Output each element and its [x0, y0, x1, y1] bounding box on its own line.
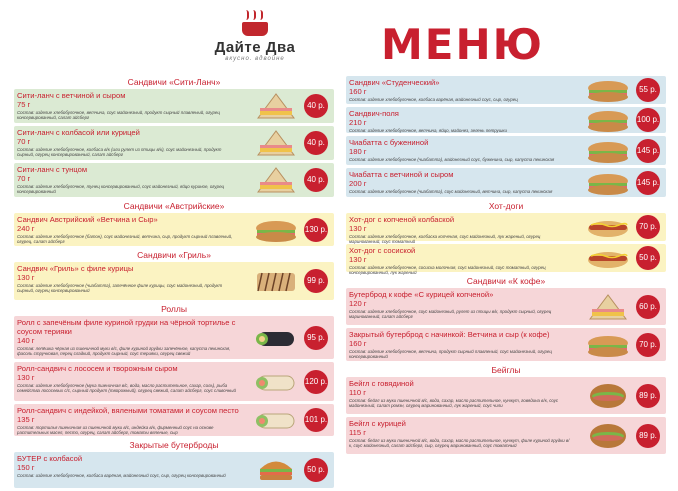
menu-item[interactable] — [346, 136, 666, 165]
item-name: Ролл-сандвич с лососем и творожным сыром — [17, 364, 178, 373]
price-badge: 55 р. — [636, 78, 660, 102]
section-heading: Сандвичи «Гриль» — [137, 250, 211, 260]
item-composition: Состав: изделие хлебобулочное, колбаса варёная, майонезный соус, сыр, огурец консервированный — [17, 473, 226, 478]
item-weight: 130 г — [349, 255, 367, 264]
food-image — [254, 456, 298, 484]
price-badge: 99 р. — [304, 269, 328, 293]
item-weight: 180 г — [349, 147, 367, 156]
food-image — [254, 216, 298, 244]
menu-item[interactable] — [346, 417, 666, 454]
food-image — [586, 382, 630, 410]
item-composition: Состав: изделие хлебобулочное, ветчина, соус майонезный, продукт сырный плавленый, огурец консервированный, салат айсберг — [17, 110, 220, 121]
item-name: Хот-дог с сосиской — [349, 246, 416, 255]
item-composition: Состав: изделие хлебобулочное (батон), соус майонезный, ветчина, сыр, продукт сырный плавленый, огурец, салат айсберг — [17, 234, 233, 245]
food-image — [586, 106, 630, 134]
item-name: Бейгл с курицей — [349, 419, 406, 428]
menu-item[interactable] — [346, 288, 666, 325]
price-badge: 40 р. — [304, 168, 328, 192]
item-composition: Состав: тортилья пшеничная из пшеничной муки в/с, индейка в/к, фирменный соус на основе растительных масел, песто, огурец, салат айсберг, томаты вяленые, сыр — [17, 425, 214, 436]
menu-item[interactable] — [14, 89, 334, 123]
food-image — [254, 406, 298, 434]
item-composition: Состав: изделие хлебобулочное, колбаска копченая, соус майонезный, лук жареный, огурец маринованный, соус томатный — [349, 234, 541, 245]
menu-item[interactable] — [14, 262, 334, 300]
price-badge: 40 р. — [304, 131, 328, 155]
item-name: БУТЕР с колбасой — [17, 454, 83, 463]
menu-item[interactable] — [346, 168, 666, 197]
item-name: Сити-ланч с ветчиной и сыром — [17, 91, 126, 100]
menu-item[interactable] — [14, 404, 334, 436]
section-heading: Хот-доги — [488, 201, 524, 211]
price-badge: 60 р. — [636, 295, 660, 319]
menu-item[interactable] — [14, 126, 334, 160]
food-image — [586, 76, 630, 104]
brand-name: Дайте Два — [214, 39, 296, 56]
item-weight: 200 г — [349, 179, 367, 188]
section-heading: Роллы — [161, 304, 187, 314]
menu-item[interactable] — [14, 452, 334, 488]
item-composition: Состав: изделие хлебобулочное, соус майонезный, рулет из птицы в/к, продукт сырный, огурец маринованный, салат айсберг — [349, 309, 552, 320]
item-weight: 130 г — [17, 273, 35, 282]
food-image — [586, 293, 630, 321]
section-heading: Сандвичи «К кофе» — [466, 276, 546, 286]
food-image — [586, 422, 630, 450]
price-badge: 120 р. — [304, 370, 328, 394]
menu-item[interactable] — [346, 377, 666, 414]
item-name: Сандвич «Гриль» с филе курицы — [17, 264, 134, 273]
food-image — [254, 324, 298, 352]
section-heading: Сандвичи «Сити-Ланч» — [127, 77, 221, 87]
item-weight: 120 г — [349, 299, 367, 308]
item-name: Бутерброд к кофе «С курицей копченой» — [349, 290, 494, 299]
item-composition: Состав: изделие хлебобулочное, ветчина, яйцо, майонез, зелень петрушки — [349, 128, 507, 133]
price-badge: 50 р. — [304, 458, 328, 482]
left-column — [14, 76, 334, 491]
item-name: Бейгл с говядиной — [349, 379, 414, 388]
brand-logo — [200, 10, 310, 72]
item-weight: 150 г — [17, 463, 35, 472]
item-weight: 115 г — [349, 428, 366, 437]
price-badge: 50 р. — [636, 246, 660, 270]
food-image — [254, 129, 298, 157]
pot-icon — [238, 10, 272, 36]
item-composition: Состав: изделие хлебобулочное (чиабатта), запечённое филе курицы, соус майонезный, продукт сырный, огурец консервированный — [17, 283, 223, 294]
item-name: Сити-ланч с колбасой или курицей — [17, 128, 140, 137]
item-composition: Состав: изделие хлебобулочное (чиабатта), майонезный соус, буженина, сыр, капуста пекинская — [349, 157, 555, 162]
price-badge: 145 р. — [636, 171, 660, 195]
item-name: Ролл с запечёным филе куриной грудки на чёрной тортилье с соусом терияки — [17, 318, 236, 336]
item-weight: 135 г — [17, 415, 35, 424]
item-name: Сандвич «Студенческий» — [349, 78, 440, 87]
menu-item[interactable] — [14, 163, 334, 197]
item-weight: 160 г — [349, 339, 367, 348]
item-weight: 130 г — [349, 224, 367, 233]
menu-item[interactable] — [346, 76, 666, 104]
price-badge: 89 р. — [636, 424, 660, 448]
menu-item[interactable] — [346, 213, 666, 245]
item-name: Ролл-сандвич с индейкой, вялеными томатами и соусом песто — [17, 406, 239, 415]
item-weight: 75 г — [17, 100, 31, 109]
food-image — [254, 92, 298, 120]
item-weight: 240 г — [17, 224, 35, 233]
right-column — [346, 76, 666, 457]
price-badge: 130 р. — [304, 218, 328, 242]
price-badge: 95 р. — [304, 326, 328, 350]
section-heading: Закрытые бутерброды — [129, 440, 219, 450]
item-composition: Состав: изделие хлебобулочное, ветчина, продукт сырный плавленый, соус майонезный, огурец консервированный — [349, 349, 552, 360]
item-weight: 130 г — [17, 373, 35, 382]
food-image — [586, 244, 630, 272]
price-badge: 40 р. — [304, 94, 328, 118]
item-composition: Состав: изделие хлебобулочное, колбаса в/к (или рулет из птицы в/к), соус майонезный, продукт сырный, огурец консервированный, салат айсберг — [17, 147, 222, 158]
food-image — [586, 213, 630, 241]
item-composition: Состав: изделие хлебобулочное, колбаса варёная, майонезный соус, сыр, огурец — [349, 97, 518, 102]
item-name: Хот-дог с копченой колбаской — [349, 215, 455, 224]
menu-item[interactable] — [14, 316, 334, 359]
item-composition: Состав: изделие хлебобулочное (мука пшеничная в/с, вода, масло растительное, сахар, соль), рыба семейства лососевых с/с, сырный продукт (творожный), огурец свежий, салат айсберг, соус сливочный — [17, 383, 236, 394]
price-badge: 145 р. — [636, 139, 660, 163]
item-weight: 160 г — [349, 87, 367, 96]
food-image — [254, 368, 298, 396]
section-heading: Бейглы — [491, 365, 521, 375]
item-name: Сандвич Австрийский «Ветчина и Сыр» — [17, 215, 158, 224]
food-image — [586, 137, 630, 165]
food-image — [254, 166, 298, 194]
item-composition: Состав: изделие хлебобулочное (чиабатта), соус майонезный, ветчина, сыр, капуста пекинская — [349, 189, 553, 194]
brand-tagline: вкусно. вдвойне — [225, 56, 285, 62]
menu-item[interactable] — [14, 213, 334, 246]
item-composition: Состав: изделие хлебобулочное, тунец консервированный, соус майонезный, яйцо куриное, огурец консервированный — [17, 184, 225, 195]
item-composition: Состав: бейгл из муки пшеничной в/с, вода, сахар, масло растительное, кунжут, филе куриной грудки в/к, соус майонезный, салат айсберг, сыр, огурец маринованный, соус томатный — [349, 438, 570, 449]
food-image — [586, 331, 630, 359]
price-badge: 101 р. — [304, 408, 328, 432]
item-composition: Состав: бейгл из муки пшеничной в/с, вода, сахар, масло растительное, кунжут, говядина в/к, соус майонезный, салат ромэн, огурец маринованный, лук жареный, соус чили — [349, 398, 559, 409]
price-badge: 100 р. — [636, 108, 660, 132]
item-name: Закрытый бутерброд с начинкой: Ветчина и сыр (к кофе) — [349, 330, 550, 339]
section-heading: Сандвичи «Австрийские» — [123, 201, 225, 211]
menu-item[interactable] — [14, 362, 334, 401]
page-title: МЕНЮ — [381, 20, 544, 69]
item-composition: Состав: изделие хлебобулочное, сосиска молочная, соус майонезный, соус томатный, огурец консервированный, лук жареный — [349, 265, 546, 276]
item-weight: 70 г — [17, 174, 31, 183]
item-name: Сандвич-поля — [349, 109, 399, 118]
food-image — [586, 169, 630, 197]
item-weight: 140 г — [17, 336, 35, 345]
item-name: Чиабатта с ветчиной и сыром — [349, 170, 454, 179]
item-weight: 110 г — [349, 388, 366, 397]
price-badge: 70 р. — [636, 333, 660, 357]
item-composition: Состав: лепёшка чёрная из пшеничной муки в/с, филе куриной грудки запечённое, капуста пекинская, фасоль стручковая, перец сладкий, продукт сырный, соус терияки, огурец свежий — [17, 346, 231, 357]
food-image — [254, 267, 298, 295]
item-weight: 210 г — [349, 118, 367, 127]
item-name: Чиабатта с бужениной — [349, 138, 429, 147]
menu-item[interactable] — [346, 328, 666, 361]
price-badge: 89 р. — [636, 384, 660, 408]
item-weight: 70 г — [17, 137, 31, 146]
menu-item[interactable] — [346, 244, 666, 276]
price-badge: 70 р. — [636, 215, 660, 239]
item-name: Сити-ланч с тунцом — [17, 165, 88, 174]
menu-item[interactable] — [346, 107, 666, 133]
